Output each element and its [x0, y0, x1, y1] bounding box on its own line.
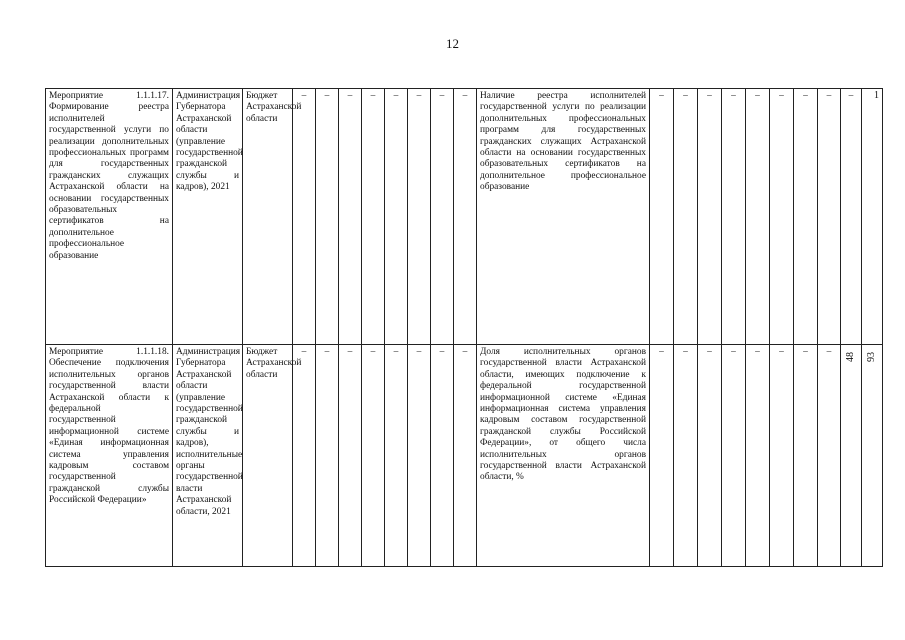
value-cell: –	[408, 345, 431, 567]
indicator-value-cell: –	[650, 345, 674, 567]
indicator-value-cell: –	[818, 345, 841, 567]
event-cell: Мероприятие 1.1.1.17. Формирование реестра исполнителей государственной услуги по реализации дополнительных профессиональных программ для государственных гражданских служащих Астраханской области на основании государственных образовательных сертификатов на дополнительное профессиональное образование	[46, 89, 173, 345]
value-cell: –	[293, 345, 316, 567]
indicator-value-cell	[862, 89, 883, 345]
indicator-value-cell	[841, 345, 862, 567]
page-number: 12	[446, 36, 459, 51]
value-cell: –	[454, 345, 477, 567]
indicator-value-cell: –	[746, 345, 770, 567]
indicator-target-value: 93	[866, 352, 878, 362]
value-cell: –	[431, 89, 454, 345]
value-cell: –	[454, 89, 477, 345]
value-cell: –	[316, 89, 339, 345]
value-cell: –	[408, 89, 431, 345]
value-cell: –	[339, 345, 362, 567]
value-cell: –	[316, 345, 339, 567]
funding-source-cell: Бюджет Астраханской области	[243, 345, 293, 567]
indicator-value-cell: –	[722, 345, 746, 567]
measures-table	[45, 88, 883, 567]
indicator-value-cell: –	[841, 89, 862, 345]
value-cell: –	[385, 345, 408, 567]
indicator-current-value: 48	[845, 352, 857, 362]
indicator-cell: Доля исполнительных органов государственной власти Астраханской области, имеющих подключение к федеральной государственной информационной системе «Единая информационная система управления кадровым составом государственной гражданской службы Российской Федерации», от общего числа исполнительных органов государственной власти Астраханской области, %	[477, 345, 650, 567]
executor-cell: Администрация Губернатора Астраханской области (управление государственной гражданской службы и кадров), 2021	[173, 89, 243, 345]
indicator-cell: Наличие реестра исполнителей государственной услуги по реализации дополнительных профессиональных программ для государственных гражданских служащих Астраханской области на основании государственных образовательных сертификатов на дополнительное профессиональное образование	[477, 89, 650, 345]
indicator-value-cell	[862, 345, 883, 567]
indicator-value-cell: –	[794, 89, 818, 345]
indicator-value-cell: –	[722, 89, 746, 345]
indicator-value-cell: –	[818, 89, 841, 345]
event-cell: Мероприятие 1.1.1.18. Обеспечение подключения исполнительных органов государственной власти Астраханской области к федеральной государственной информационной системе «Единая информационная система управления кадровым составом государственной гражданской службы Российской Федерации»	[46, 345, 173, 567]
indicator-value-cell: –	[650, 89, 674, 345]
table-row	[46, 345, 883, 567]
indicator-value-cell: –	[698, 345, 722, 567]
indicator-value-cell: –	[746, 89, 770, 345]
value-cell: –	[385, 89, 408, 345]
indicator-value-cell: –	[770, 345, 794, 567]
value-cell: –	[293, 89, 316, 345]
value-cell: –	[339, 89, 362, 345]
indicator-value-cell: –	[674, 89, 698, 345]
indicator-value-cell: –	[770, 89, 794, 345]
executor-cell: Администрация Губернатора Астраханской области (управление государственной гражданской службы и кадров), исполнительные органы государственной власти Астраханской области, 2021	[173, 345, 243, 567]
indicator-value-cell: –	[794, 345, 818, 567]
indicator-value-cell: –	[698, 89, 722, 345]
table-row	[46, 89, 883, 345]
funding-source-cell: Бюджет Астраханской области	[243, 89, 293, 345]
indicator-value-cell: –	[674, 345, 698, 567]
value-cell: –	[362, 345, 385, 567]
indicator-target-value: 1	[874, 90, 879, 101]
value-cell: –	[362, 89, 385, 345]
value-cell: –	[431, 345, 454, 567]
